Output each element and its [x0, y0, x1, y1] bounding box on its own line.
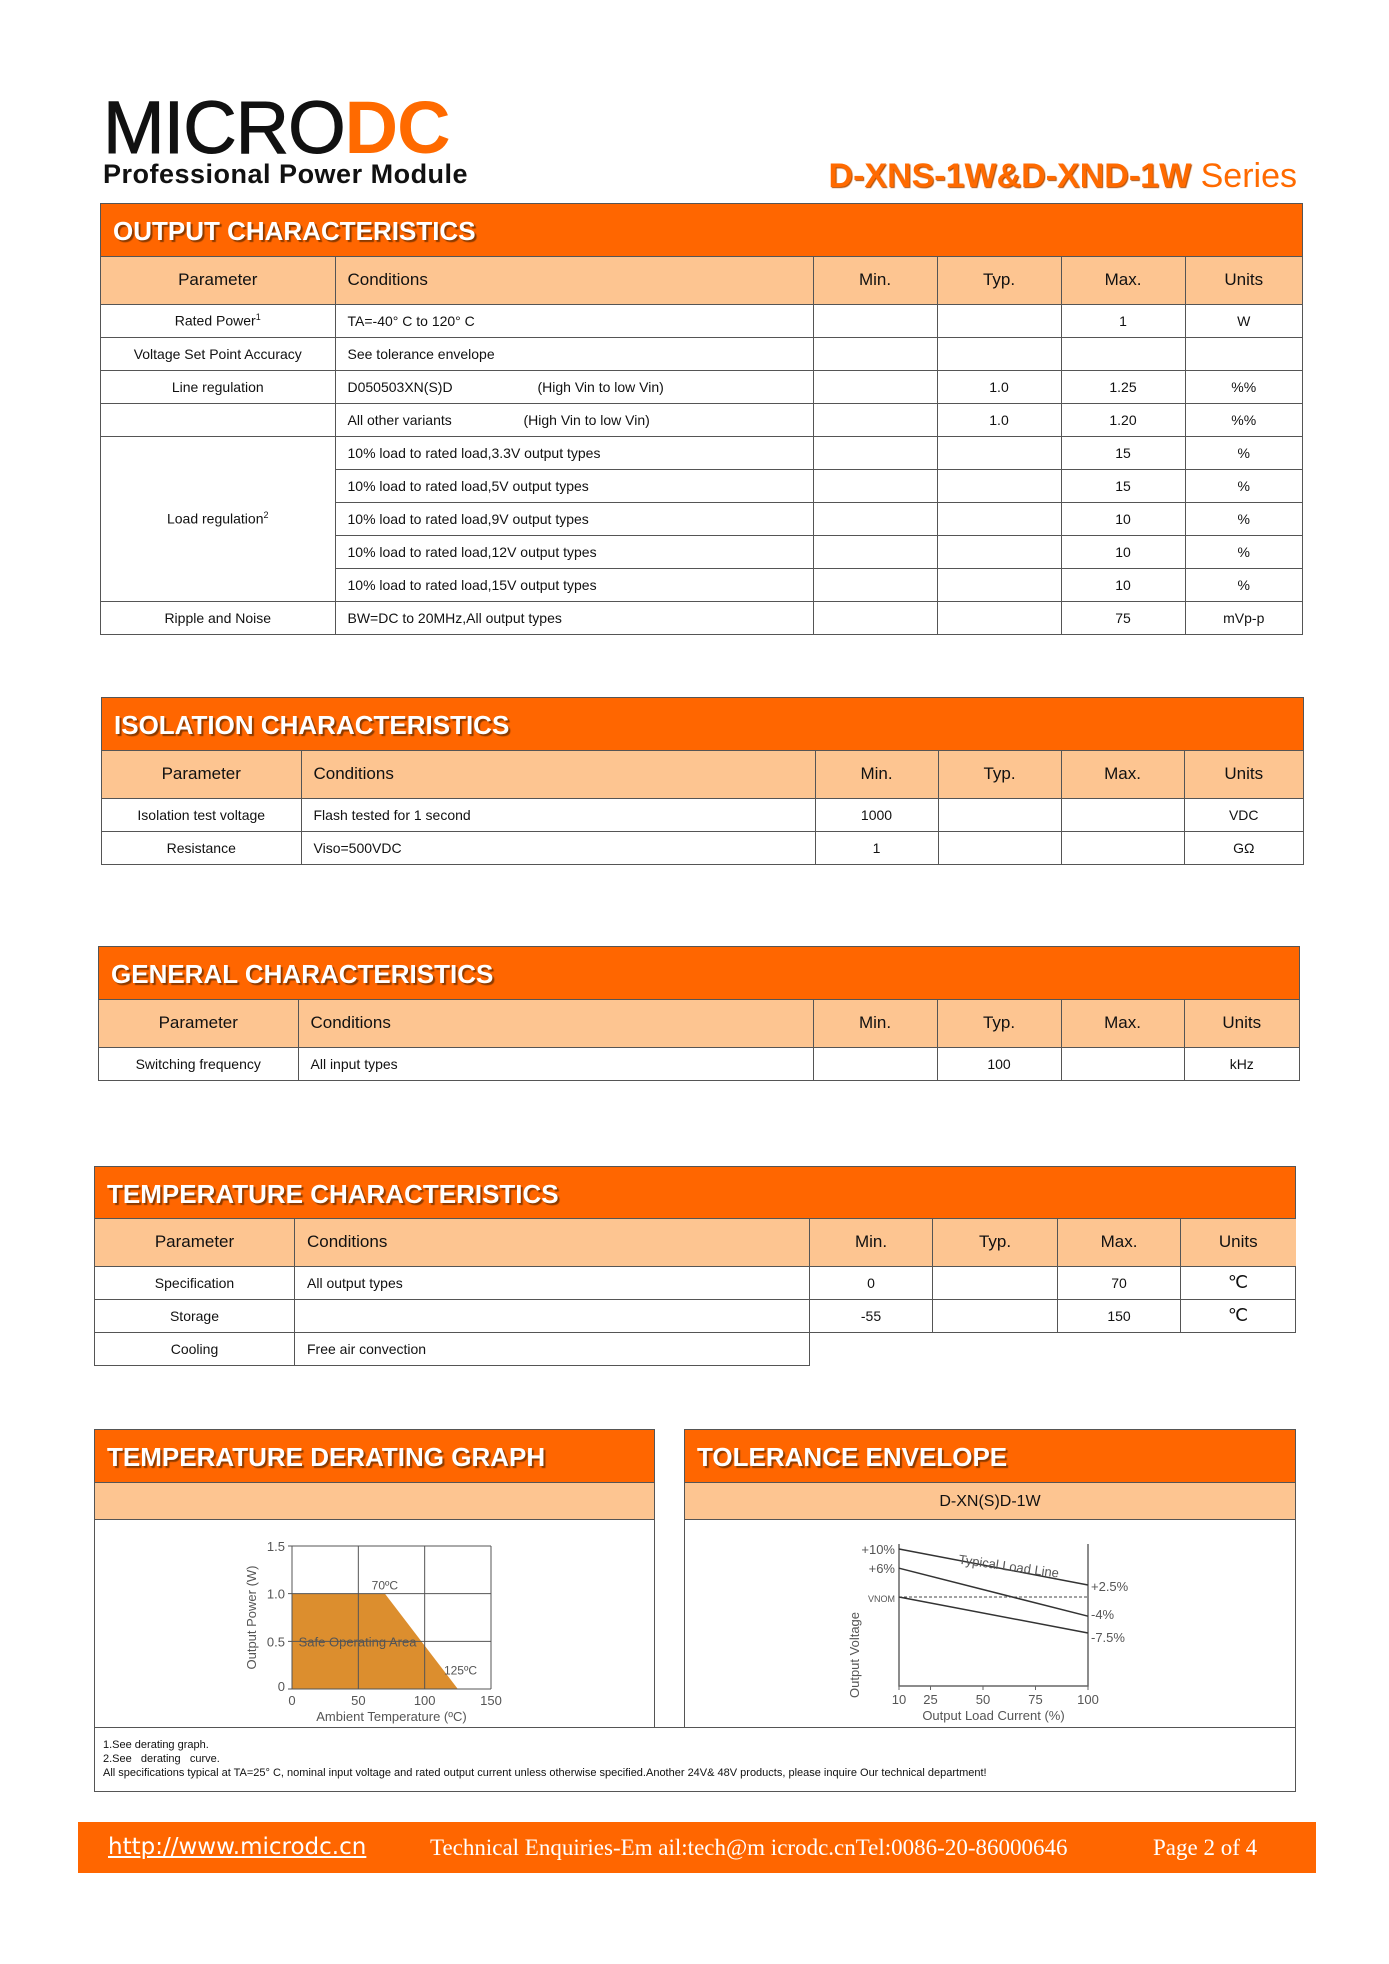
- load-line-typical: [899, 1568, 1088, 1616]
- units-value: %: [1237, 510, 1250, 527]
- column-header-min: Min.: [813, 257, 937, 304]
- cond-value: Flash tested for 1 second: [313, 806, 471, 823]
- max-value: 150: [1107, 1307, 1131, 1324]
- param-value: Cooling: [170, 1340, 219, 1357]
- left-label: +10%: [861, 1542, 895, 1557]
- units-value: %%: [1231, 411, 1257, 428]
- param-value: Switching frequency: [135, 1055, 261, 1072]
- right-label: -4%: [1091, 1607, 1115, 1623]
- column-header-typ: Typ.: [937, 257, 1061, 304]
- units-value: GΩ: [1233, 839, 1255, 856]
- footer: [78, 1822, 1316, 1873]
- cond-value: D050503XN(S)D: [347, 378, 453, 395]
- x-tick-label: 50: [351, 1693, 366, 1708]
- units-value: ℃: [1227, 1305, 1249, 1325]
- annotation-125c: 125ºC: [443, 1663, 478, 1678]
- min-value: 1: [872, 839, 881, 856]
- column-header-units: Units: [1184, 751, 1303, 798]
- max-value: 10: [1115, 543, 1131, 560]
- annotation-soa: Safe Operating Area: [298, 1634, 417, 1650]
- x-tick-label: 150: [480, 1693, 502, 1708]
- cond-value: All output types: [307, 1274, 403, 1291]
- cond-value: All other variants: [347, 411, 452, 428]
- x-axis-label: Output Load Current (%): [922, 1708, 1065, 1723]
- cond-value: Free air convection: [307, 1340, 427, 1357]
- cond-value: Viso=500VDC: [313, 839, 402, 856]
- typ-value: 1.0: [989, 378, 1009, 395]
- column-header-conditions: Conditions: [335, 257, 813, 304]
- typ-value: 100: [987, 1055, 1011, 1072]
- x-axis-label: Ambient Temperature (ºC): [316, 1709, 467, 1724]
- column-header-max: Max.: [1061, 1000, 1184, 1047]
- column-header-parameter: Parameter: [95, 1219, 295, 1266]
- column-header-min: Min.: [810, 1219, 933, 1266]
- logo-subtitle: Professional Power Module: [103, 159, 469, 189]
- max-value: 15: [1115, 444, 1131, 461]
- x-tick-label: 100: [413, 1693, 436, 1708]
- column-header-max: Max.: [1061, 751, 1184, 798]
- column-header-typ: Typ.: [933, 1219, 1058, 1266]
- cond-value: 10% load to rated load,15V output types: [347, 576, 597, 593]
- units-value: W: [1237, 312, 1251, 329]
- cond-value: 10% load to rated load,3.3V output types: [347, 444, 601, 461]
- x-tick-label: 50: [975, 1692, 991, 1707]
- section-title: OUTPUT CHARACTERISTICS: [101, 204, 1302, 257]
- x-tick-label: 75: [1028, 1692, 1043, 1707]
- website-link[interactable]: http://www.microdc.cn: [108, 1834, 367, 1860]
- section-title: TEMPERATURE DERATING GRAPH: [95, 1430, 654, 1483]
- column-header-conditions: Conditions: [298, 1000, 813, 1047]
- max-value: 1.25: [1109, 378, 1137, 395]
- units-value: %: [1237, 543, 1250, 560]
- cond-value: See tolerance envelope: [347, 345, 495, 362]
- cond-value: BW=DC to 20MHz,All output types: [347, 609, 562, 626]
- y-tick-label: 1.5: [266, 1539, 285, 1554]
- section-title: ISOLATION CHARACTERISTICS: [102, 698, 1303, 751]
- column-header-parameter: Parameter: [102, 751, 301, 798]
- column-header-units: Units: [1185, 257, 1302, 304]
- condition-note: (High Vin to low Vin): [537, 378, 664, 395]
- max-value: 10: [1115, 510, 1131, 527]
- note-3: All specifications typical at TA=25° C, nominal input voltage and rated output current unless otherwise specified.Another 24V& 48V products, please inquire Our technical department!: [103, 1767, 987, 1779]
- section-title: TOLERANCE ENVELOPE: [685, 1430, 1295, 1483]
- cond-value: All input types: [310, 1055, 398, 1072]
- max-value: 1: [1119, 312, 1127, 329]
- footnote-marker: 2: [263, 510, 269, 521]
- cond-value: 10% load to rated load,12V output types: [347, 543, 597, 560]
- annotation-typical-load-line: Typical Load Line: [957, 1551, 1060, 1581]
- left-label: VNOM: [868, 1594, 895, 1604]
- y-tick-label: 1.0: [266, 1586, 285, 1602]
- logo-dc: DC: [344, 86, 450, 169]
- contact-info: Technical Enquiries-Em ail:tech@m icrodc.cnTel:0086-20-86000646: [430, 1835, 1068, 1860]
- condition-note: (High Vin to low Vin): [523, 411, 650, 428]
- column-header-conditions: Conditions: [301, 751, 815, 798]
- section-title: TEMPERATURE CHARACTERISTICS: [94, 1166, 1296, 1219]
- right-label: -7.5%: [1091, 1630, 1125, 1645]
- min-value: 1000: [860, 806, 893, 823]
- x-tick-label: 25: [923, 1692, 938, 1707]
- column-header-parameter: Parameter: [99, 1000, 298, 1047]
- max-value: 75: [1115, 609, 1131, 626]
- column-header-min: Min.: [815, 751, 938, 798]
- max-value: 1.20: [1109, 411, 1137, 428]
- min-value: -55: [860, 1307, 882, 1324]
- column-header-typ: Typ.: [938, 751, 1061, 798]
- y-axis-label: Output Power (W): [244, 1565, 259, 1670]
- param-value: Storage: [169, 1307, 220, 1324]
- max-value: 15: [1115, 477, 1131, 494]
- param-value: Isolation test voltage: [137, 806, 266, 823]
- series-suffix: Series: [1191, 157, 1297, 195]
- column-header-conditions: Conditions: [295, 1219, 810, 1266]
- units-value: VDC: [1228, 806, 1259, 823]
- logo-text: MICRO: [103, 86, 345, 169]
- units-value: mVp-p: [1223, 609, 1265, 626]
- footnote-marker: 1: [255, 312, 261, 323]
- units-value: %%: [1231, 378, 1257, 395]
- left-label: +6%: [868, 1561, 895, 1577]
- units-value: %: [1237, 444, 1250, 461]
- units-value: ℃: [1227, 1272, 1249, 1292]
- right-label: +2.5%: [1091, 1579, 1129, 1594]
- tolerance-subtitle: D-XN(S)D-1W: [685, 1483, 1295, 1520]
- param-value: Voltage Set Point Accuracy: [133, 345, 302, 362]
- column-header-units: Units: [1184, 1000, 1299, 1047]
- page-number: Page 2 of 4: [1153, 1835, 1258, 1860]
- y-tick-label: 0: [277, 1679, 285, 1694]
- param-label: Load regulation: [166, 510, 264, 527]
- units-value: %: [1237, 576, 1250, 593]
- column-header-typ: Typ.: [937, 1000, 1061, 1047]
- column-header-min: Min.: [813, 1000, 937, 1047]
- note-2: 2.See derating curve.: [103, 1753, 220, 1765]
- annotation-70c: 70ºC: [371, 1578, 399, 1593]
- param-value: Line regulation: [171, 378, 264, 395]
- param-value: Specification: [154, 1274, 235, 1291]
- section-title: GENERAL CHARACTERISTICS: [99, 947, 1299, 1000]
- x-tick-label: 0: [288, 1693, 296, 1708]
- max-value: 70: [1111, 1274, 1127, 1291]
- param-value: Ripple and Noise: [164, 609, 272, 626]
- x-tick-label: 10: [891, 1692, 907, 1707]
- series-name: D-XNS-1W&D-XND-1W: [828, 157, 1192, 195]
- cond-value: 10% load to rated load,5V output types: [347, 477, 589, 494]
- param-value: Rated Power: [174, 312, 256, 329]
- column-header-max: Max.: [1058, 1219, 1181, 1266]
- x-tick-label: 100: [1077, 1692, 1099, 1707]
- units-value: %: [1237, 477, 1250, 494]
- column-header-parameter: Parameter: [101, 257, 335, 304]
- y-tick-label: 0.5: [266, 1634, 285, 1650]
- column-header-units: Units: [1181, 1219, 1296, 1266]
- units-value: kHz: [1229, 1055, 1254, 1072]
- typ-value: 1.0: [989, 411, 1009, 428]
- cond-value: 10% load to rated load,9V output types: [347, 510, 589, 527]
- min-value: 0: [867, 1274, 875, 1291]
- y-axis-label: Output Voltage: [847, 1611, 862, 1699]
- note-1: 1.See derating graph.: [103, 1739, 209, 1751]
- load-line-lower: [899, 1597, 1088, 1633]
- notes: [94, 1727, 1296, 1792]
- column-header-max: Max.: [1061, 257, 1185, 304]
- param-value: Resistance: [166, 839, 236, 856]
- cond-value: TA=-40° C to 120° C: [347, 312, 475, 329]
- max-value: 10: [1115, 576, 1131, 593]
